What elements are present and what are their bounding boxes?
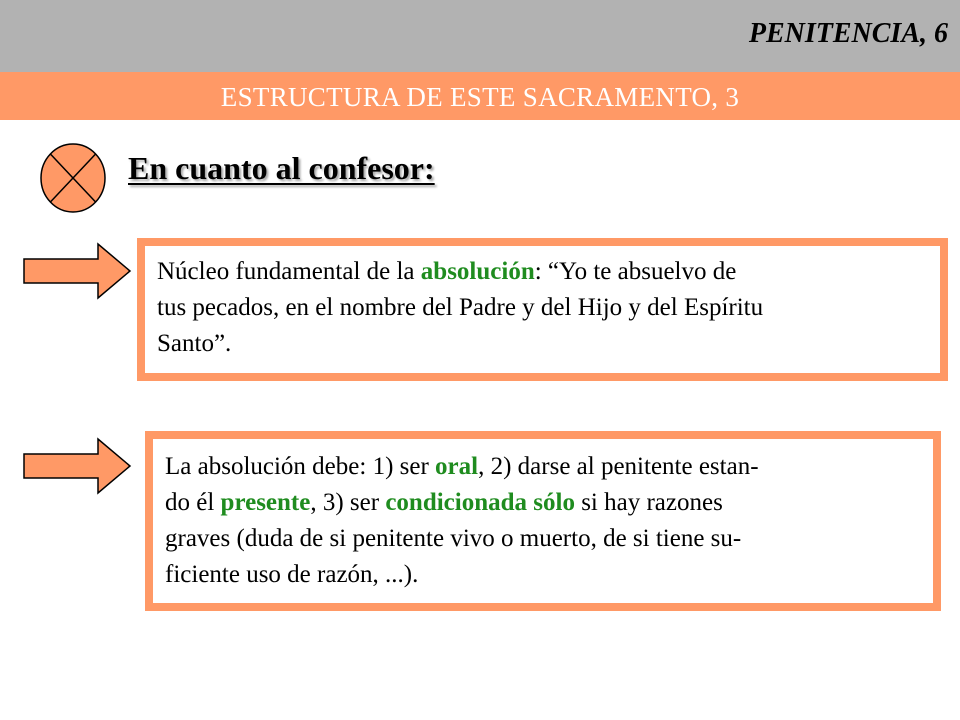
slide-subtitle: ESTRUCTURA DE ESTE SACRAMENTO, 3 bbox=[220, 82, 740, 112]
arrow-right-icon bbox=[22, 437, 132, 495]
text-line bbox=[157, 290, 924, 326]
highlighted-term: absolución bbox=[420, 258, 535, 285]
text-segment: Santo”. bbox=[157, 330, 232, 357]
text-segment: Núcleo fundamental de la bbox=[157, 258, 421, 285]
point-text bbox=[165, 449, 919, 593]
text-segment: ficiente uso de razón, ...). bbox=[165, 561, 419, 588]
highlighted-term: condicionada sólo bbox=[385, 489, 575, 516]
text-segment: si hay razones bbox=[574, 489, 723, 516]
text-line bbox=[157, 254, 924, 290]
highlighted-term: presente bbox=[220, 489, 311, 516]
text-segment: La absolución debe: 1) ser bbox=[165, 453, 436, 480]
text-line bbox=[165, 449, 919, 485]
text-segment: graves (duda de si penitente vivo o muerto, de si tiene su- bbox=[165, 525, 742, 552]
slide-title: PENITENCIA, 6 bbox=[748, 18, 948, 49]
point-text bbox=[157, 254, 924, 362]
arrow-right-icon bbox=[22, 242, 132, 300]
text-segment: tus pecados, en el nombre del Padre y del Hijo y del Espíritu bbox=[157, 294, 764, 321]
subtitle-band bbox=[0, 72, 960, 120]
circle-cross-icon bbox=[39, 142, 107, 214]
section-heading: En cuanto al confesor: bbox=[128, 150, 435, 186]
point-box-absolution-formula bbox=[137, 238, 948, 381]
text-segment: , 3) ser bbox=[310, 489, 386, 516]
highlighted-term: oral bbox=[435, 453, 479, 480]
text-segment: : “Yo te absuelvo de bbox=[534, 258, 737, 285]
text-segment: do él bbox=[165, 489, 221, 516]
text-segment: , 2) darse al penitente estan- bbox=[478, 453, 759, 480]
text-line bbox=[165, 557, 919, 593]
text-line bbox=[157, 326, 924, 362]
header-band bbox=[0, 0, 960, 72]
text-line bbox=[165, 485, 919, 521]
point-box-absolution-requirements bbox=[145, 431, 941, 611]
text-line bbox=[165, 521, 919, 557]
